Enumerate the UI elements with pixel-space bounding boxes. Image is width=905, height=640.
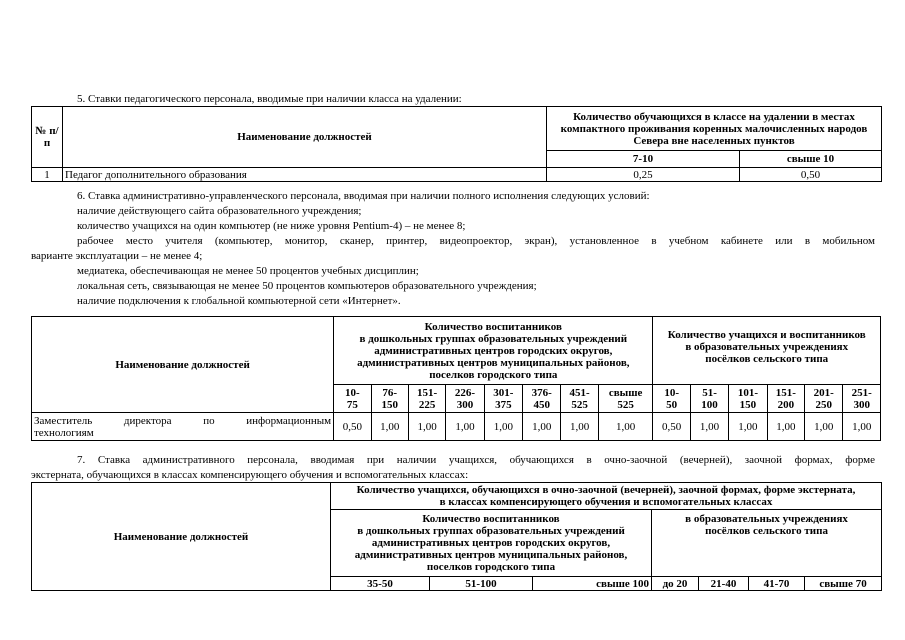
subheader-7-10: 7-10 (547, 151, 740, 168)
range-header: свыше 70 (805, 577, 882, 591)
row-value: 1,00 (598, 413, 653, 441)
range-header: 10- 75 (334, 385, 371, 413)
col-group-header: Количество обучающихся в классе на удалении в местах компактного проживания коренных малочисленных народов Севера вне населенных пунктов (547, 107, 882, 151)
row-value: 0,50 (653, 413, 690, 441)
range-header: 151- 225 (408, 385, 445, 413)
col-position-header: Наименование должностей (32, 483, 331, 591)
row-num: 1 (32, 168, 63, 182)
range-header: 76- 150 (371, 385, 408, 413)
range-header: 51-100 (430, 577, 533, 591)
col-position-header: Наименование должностей (63, 107, 547, 168)
row-value: 1,00 (690, 413, 728, 441)
row-value: 1,00 (484, 413, 522, 441)
range-header: 21-40 (699, 577, 749, 591)
row-value: 1,00 (805, 413, 843, 441)
subheader-over-10: свыше 10 (740, 151, 882, 168)
row-value: 1,00 (371, 413, 408, 441)
row-name: Педагог дополнительного образования (63, 168, 547, 182)
condition-item-cont: варианте эксплуатации – не менее 4; (31, 250, 203, 262)
section5-table (31, 106, 882, 182)
section7-intro: 7. Ставка административного персонала, вводимая при наличии учащихся, обучающихся в очно-заочной (вечерней), заочной формах, форме (77, 454, 875, 466)
row-value: 1,00 (843, 413, 881, 441)
row-value: 0,25 (547, 168, 740, 182)
range-header: 226- 300 (446, 385, 484, 413)
condition-item: медиатека, обеспечивающая не менее 50 процентов учебных дисциплин; (77, 265, 419, 277)
group2-header: Количество учащихся и воспитанников в образовательных учреждениях посёлков сельского типа (653, 317, 881, 385)
range-header: 301- 375 (484, 385, 522, 413)
table-row (32, 168, 882, 182)
row-value: 1,00 (561, 413, 598, 441)
range-header: 10- 50 (653, 385, 690, 413)
range-header: 151- 200 (767, 385, 804, 413)
range-header: 251- 300 (843, 385, 881, 413)
condition-item: количество учащихся на один компьютер (не ниже уровня Pentium-4) – не менее 8; (77, 220, 466, 232)
row-value: 1,00 (408, 413, 445, 441)
row-value: 0,50 (334, 413, 371, 441)
table-row (32, 413, 881, 441)
section5-heading: 5. Ставки педагогического персонала, вводимые при наличии класса на удалении: (77, 93, 462, 105)
condition-item: рабочее место учителя (компьютер, монитор, сканер, принтер, видеопроектор, экран), установленное в учебном кабинете или в мобильном (77, 235, 875, 247)
range-header: 451- 525 (561, 385, 598, 413)
range-header: свыше 100 (533, 577, 652, 591)
group2-header: в образовательных учреждениях посёлков сельского типа (652, 510, 882, 577)
row-value: 1,00 (729, 413, 767, 441)
range-header: 201- 250 (805, 385, 843, 413)
condition-item: наличие действующего сайта образовательного учреждения; (77, 205, 362, 217)
group1-header: Количество воспитанников в дошкольных группах образовательных учреждений административных центров городских округов, административных центров муниципальных районов, поселков городского типа (334, 317, 653, 385)
range-header: до 20 (652, 577, 699, 591)
range-header: свыше 525 (598, 385, 653, 413)
col-num-header: № п/п (32, 107, 63, 168)
col-position-header: Наименование должностей (32, 317, 334, 413)
range-header: 101- 150 (729, 385, 767, 413)
row-value: 1,00 (523, 413, 561, 441)
section6-intro: 6. Ставка административно-управленческого персонала, вводимая при наличии полного исполнения следующих условий: (77, 190, 650, 202)
range-header: 41-70 (749, 577, 805, 591)
condition-item: наличие подключения к глобальной компьютерной сети «Интернет». (77, 295, 401, 307)
range-header: 51- 100 (690, 385, 728, 413)
section7-table (31, 482, 882, 591)
range-header: 35-50 (331, 577, 430, 591)
top-header: Количество учащихся, обучающихся в очно-заочной (вечерней), заочной формах, форме экстерната, в классах компенсирующего обучения и вспомогательных классах (331, 483, 882, 510)
condition-item: локальная сеть, связывающая не менее 50 процентов компьютеров образовательного учреждения; (77, 280, 537, 292)
group1-header: Количество воспитанников в дошкольных группах образовательных учреждений административных центров городских округов, административных центров муниципальных районов, поселков городского типа (331, 510, 652, 577)
row-value: 0,50 (740, 168, 882, 182)
row-name: Заместитель директора по информационным технологиям (32, 413, 334, 441)
row-value: 1,00 (446, 413, 484, 441)
section6-table (31, 316, 881, 441)
row-value: 1,00 (767, 413, 804, 441)
section7-intro-cont: экстерната, обучающихся в классах компенсирующего обучения и вспомогательных классах: (31, 469, 469, 481)
range-header: 376- 450 (523, 385, 561, 413)
